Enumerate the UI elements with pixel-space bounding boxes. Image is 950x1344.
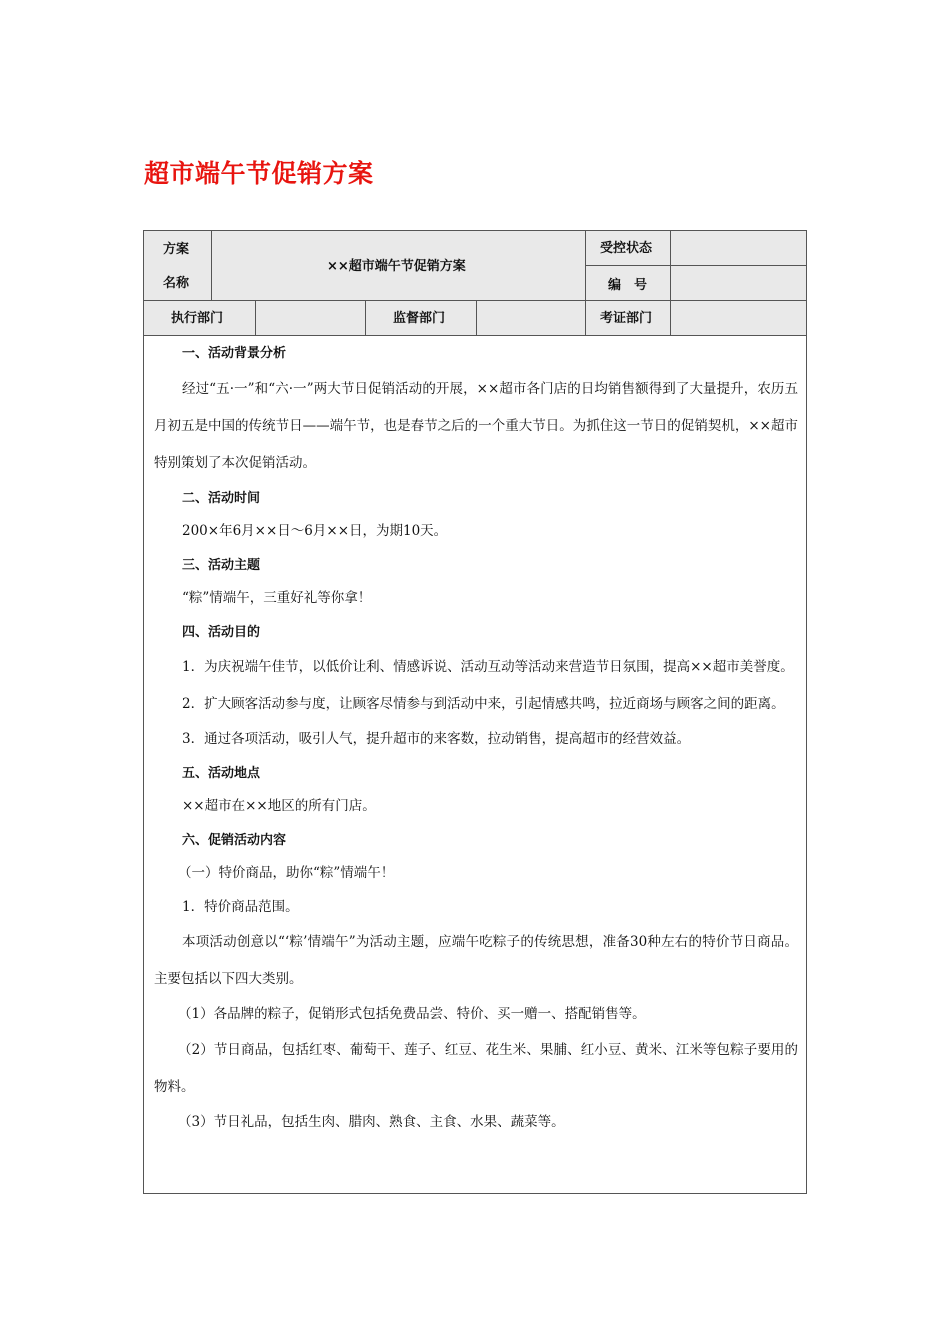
section-5-paragraph: ××超市在××地区的所有门店。 bbox=[182, 798, 376, 814]
section-4-item-2: 2．扩大顾客活动参与度，让顾客尽情参与到活动中来，引起情感共鸣，拉近商场与顾客之间的距离。 bbox=[182, 696, 785, 712]
number-value-cell[interactable] bbox=[671, 266, 806, 301]
section-1-paragraph: 经过“五·一”和“六·一”两大节日促销活动的开展，××超市各门店的日均销售额得到了大量提升，农历五月初五是中国的传统节日——端午节，也是春节之后的一个重大节日。为抓住这一节日的促销契机，××超市特别策划了本次促销活动。 bbox=[154, 380, 798, 471]
section-2-heading: 二、活动时间 bbox=[182, 490, 261, 506]
scheme-name-label-2: 名称 bbox=[163, 276, 190, 291]
scheme-body bbox=[154, 337, 798, 1139]
exec-dept-value-cell[interactable] bbox=[256, 301, 366, 336]
section-3-heading: 三、活动主题 bbox=[182, 557, 261, 573]
controlled-status-label-cell bbox=[586, 231, 671, 266]
exec-dept-label-cell bbox=[144, 301, 256, 336]
scheme-form bbox=[143, 230, 807, 1194]
scheme-name-value: ××超市端午节促销方案 bbox=[327, 259, 466, 274]
section-6-category-1: （1）各品牌的粽子，促销形式包括免费品尝、特价、买一赠一、搭配销售等。 bbox=[178, 1006, 646, 1022]
document-title: 超市端午节促销方案 bbox=[144, 159, 374, 188]
section-3-paragraph: “粽”情端午，三重好礼等你拿！ bbox=[182, 590, 372, 606]
scheme-name-label-1: 方案 bbox=[163, 242, 190, 257]
verify-dept-label-cell bbox=[586, 301, 671, 336]
section-4-item-3: 3．通过各项活动，吸引人气，提升超市的来客数，拉动销售，提高超市的经营效益。 bbox=[182, 731, 691, 747]
number-label-cell bbox=[586, 266, 671, 301]
supervise-dept-label-cell bbox=[366, 301, 477, 336]
scheme-name-value-cell bbox=[212, 231, 586, 301]
verify-dept-value-cell[interactable] bbox=[671, 301, 806, 336]
number-label: 编 号 bbox=[608, 278, 648, 293]
section-4-heading: 四、活动目的 bbox=[182, 624, 261, 640]
section-6-category-2: （2）节日商品，包括红枣、葡萄干、莲子、红豆、花生米、果脯、红小豆、黄米、江米等包粽子要用的物料。 bbox=[154, 1041, 798, 1095]
controlled-status-label: 受控状态 bbox=[600, 241, 653, 256]
verify-dept-label: 考证部门 bbox=[600, 311, 653, 326]
supervise-dept-label: 监督部门 bbox=[393, 311, 446, 326]
section-4-item-1: 1．为庆祝端午佳节，以低价让利、情感诉说、活动互动等活动来营造节日氛围，提高××超市美誉度。 bbox=[182, 659, 794, 675]
controlled-status-value-cell[interactable] bbox=[671, 231, 806, 266]
exec-dept-label: 执行部门 bbox=[171, 311, 224, 326]
section-6-category-3: （3）节日礼品，包括生肉、腊肉、熟食、主食、水果、蔬菜等。 bbox=[178, 1113, 565, 1130]
section-6-heading: 六、促销活动内容 bbox=[182, 832, 287, 848]
section-5-heading: 五、活动地点 bbox=[182, 765, 261, 781]
section-6-item-1: 1．特价商品范围。 bbox=[182, 898, 299, 915]
scheme-name-label-cell bbox=[144, 231, 212, 301]
section-6-paragraph: 本项活动创意以“‘粽’情端午”为活动主题，应端午吃粽子的传统思想，准备30种左右的特价节日商品。主要包括以下四大类别。 bbox=[154, 934, 798, 987]
supervise-dept-value-cell[interactable] bbox=[477, 301, 586, 336]
section-1-heading: 一、活动背景分析 bbox=[182, 346, 287, 361]
section-2-paragraph: 200×年6月××日～6月××日，为期10天。 bbox=[182, 523, 448, 539]
section-6-subheading: （一）特价商品，助你“粽”情端午！ bbox=[178, 865, 395, 881]
